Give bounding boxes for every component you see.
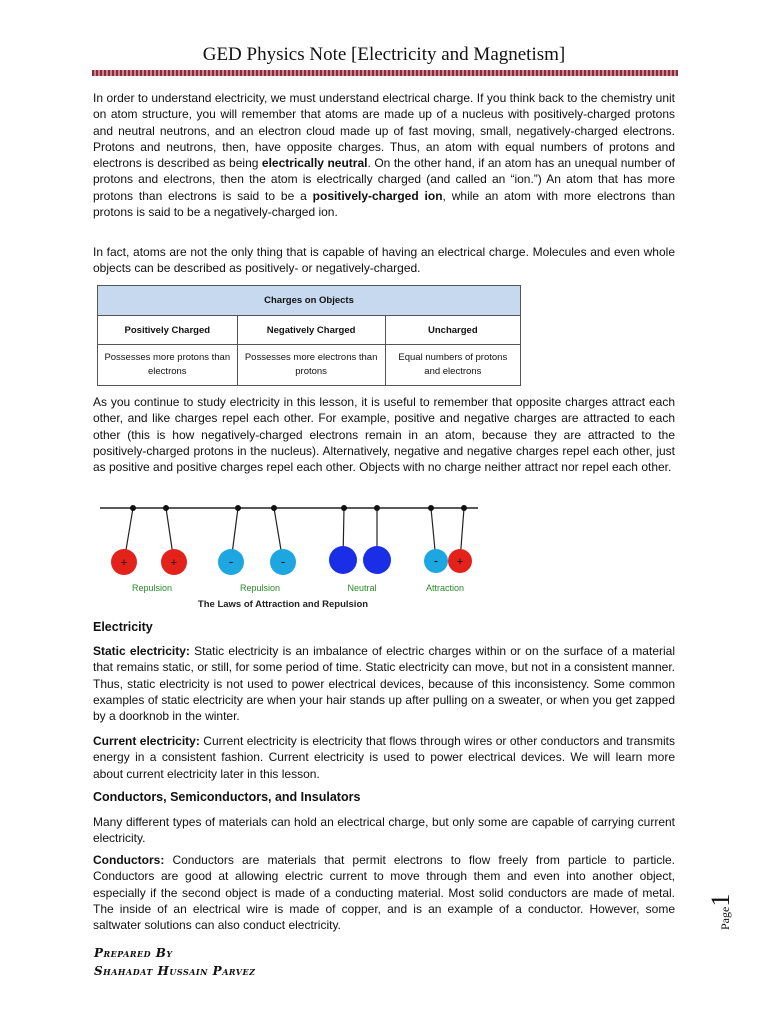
term-positively-charged-ion: positively-charged ion — [312, 188, 443, 203]
intro-text-c: . On the other hand, if an atom has an unequal number of protons and electrons, then the atom is electrically charged (and called an “ion.”) An atom that has more protons than electrons is said to be a — [93, 156, 676, 203]
charges-table — [97, 285, 521, 386]
current-electricity-paragraph — [93, 733, 675, 782]
table-header: Positively Charged — [98, 316, 238, 345]
page-num: 1 — [706, 893, 735, 907]
footer-author: Shahadat Hussain Parvez — [94, 964, 256, 978]
diagram-label: Repulsion — [239, 583, 281, 593]
pivot-dot — [235, 505, 241, 511]
pivot-dot — [428, 505, 434, 511]
plus-sign: + — [456, 556, 464, 568]
intro-paragraph-1 — [93, 90, 675, 220]
table-caption-row — [98, 286, 521, 316]
minus-sign: - — [228, 554, 234, 569]
table-header-row — [98, 316, 521, 345]
table-cell: Possesses more electrons than protons — [237, 345, 385, 386]
pivot-dot — [271, 505, 277, 511]
pivot-dot — [130, 505, 136, 511]
table-cell: Possesses more protons than electrons — [98, 345, 238, 386]
table-header: Uncharged — [385, 316, 520, 345]
term-conductors: Conductors: — [93, 853, 165, 867]
current-electricity-text: Current electricity is electricity that flows through wires or other conductors and transmits energy in a consistent fashion. Current electricity is used to power electrical devices. We will learn more about current electricity later in this lesson. — [93, 734, 675, 781]
pivot-dot — [461, 505, 467, 511]
diagram-label: Attraction — [425, 583, 465, 593]
term-electrically-neutral: electrically neutral — [261, 156, 368, 171]
page-number — [706, 870, 746, 930]
section-heading-conductors: Conductors, Semiconductors, and Insulators — [93, 790, 361, 804]
conductors-intro-paragraph: Many different types of materials can hold an electrical charge, but only some are capable of carrying current electricity. — [93, 815, 675, 846]
page-word: Page — [718, 906, 732, 930]
static-electricity-text: Static electricity is an imbalance of electric charges within or on the surface of a material that remains static, or still, for some period of time. Static electricity can move, but not in a consistent manner. Thus, static electricity is not used to power electrical devices, because of this inconsistency. Some common examples of static electricity are when your hair stands up after pulling on a sweater, or when you get zapped by a doorknob in the winter. — [93, 644, 675, 724]
conductors-paragraph — [93, 852, 675, 933]
section-heading-electricity: Electricity — [93, 620, 153, 634]
table-cell: Equal numbers of protons and electrons — [385, 345, 520, 386]
static-electricity-paragraph — [93, 643, 675, 724]
page-title: GED Physics Note [Electricity and Magnetism] — [202, 44, 566, 65]
pivot-dot — [341, 505, 347, 511]
pivot-dot — [163, 505, 169, 511]
table-row — [98, 345, 521, 386]
table-header: Negatively Charged — [237, 316, 385, 345]
plus-sign: + — [120, 557, 128, 569]
neutral-ball — [363, 546, 391, 574]
diagram-label: Repulsion — [131, 583, 173, 593]
term-static-electricity: Static electricity: — [93, 644, 190, 658]
table-caption: Charges on Objects — [98, 286, 521, 316]
title-divider — [92, 70, 678, 76]
minus-sign: - — [280, 554, 286, 569]
minus-sign: - — [433, 553, 439, 568]
plus-sign: + — [170, 557, 178, 569]
diagram-caption: The Laws of Attraction and Repulsion — [197, 599, 369, 610]
intro-paragraph-2: In fact, atoms are not the only thing that is capable of having an electrical charge. Molecules and even whole objects can be described as positively- or negatively-charged. — [93, 245, 675, 276]
attraction-paragraph: As you continue to study electricity in this lesson, it is useful to remember that opposite charges attract each other, and like charges repel each other. For example, positive and negative charges are attracted to each other (this is how negatively-charged electrons remain in an atom, because they are attracted to the positively-charged protons in the nucleus). Alternatively, negative and negative charges repel each other, just as positive and positive charges repel each other. Objects with no charge neither attract nor repel each other. — [93, 395, 675, 475]
intro-text-e: , while an atom with more electrons than protons is said to be a negatively-charged ion. — [93, 188, 675, 220]
pivot-dot — [374, 505, 380, 511]
neutral-ball — [329, 546, 357, 574]
term-current-electricity: Current electricity: — [93, 734, 200, 748]
conductors-text: Conductors are materials that permit electrons to flow freely from particle to particle. Conductors are good at allowing electric current to move through them and even into another object, especially if the second object is made of a conducting material. Most solid conductors are made of metal. The inside of an electrical wire is made of copper, and is an example of a conductor. However, some saltwater solutions can also conduct electricity. — [93, 853, 675, 933]
diagram-label: Neutral — [347, 583, 377, 593]
attraction-repulsion-diagram — [100, 500, 490, 612]
footer-prepared-by: Prepared By — [94, 946, 173, 960]
intro-text-a: In order to understand electricity, we must understand electrical charge. If you think back to the chemistry unit on atom structure, you will remember that atoms are made up of a nucleus with positively-charged protons and neutral neutrons, and an electron cloud made up of fast moving, small, negatively-charged electrons. Protons and neutrons, then, have opposite charges. Thus, an atom with equal numbers of protons and electrons is described as being — [93, 91, 675, 171]
